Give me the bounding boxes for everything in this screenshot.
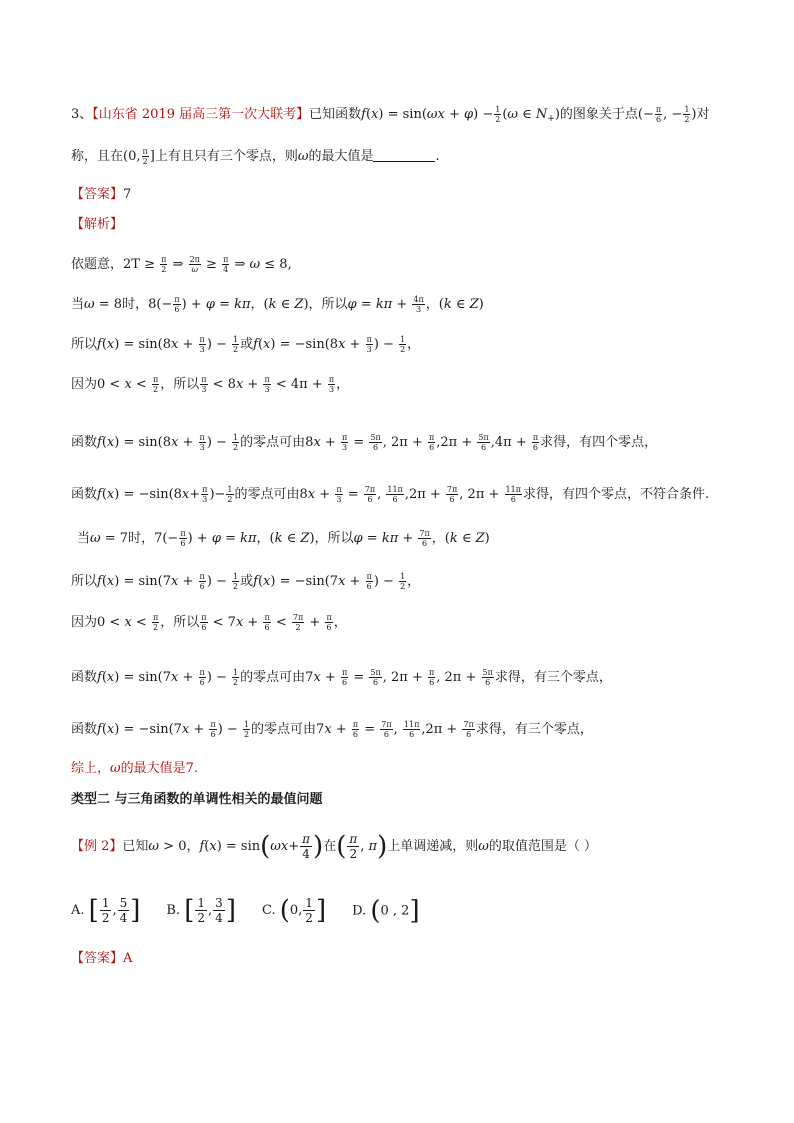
- option-c[interactable]: C. (0, $\frac{1}{2}$ ]: [261, 895, 327, 926]
- answer-3: 【答案】7: [71, 187, 132, 202]
- answer-example-2: 【答案】A: [71, 951, 133, 966]
- solution-line-11: 函数f(x) = −sin(7x + $\frac{\pi}{6}$ ) − $\frac{1}{2}$ 的零点可由7x + $\frac{\pi}{6}$ = $\frac{7\pi}{6}$ , $\frac{11\pi}{6}$ ,2π + $\frac{7\pi}{6}$ 求得，有三个零点，: [71, 720, 593, 739]
- solution-line-7: 当ω = 7时，7(− $\frac{\pi}{6}$ ) + φ = kπ，(k ∈ Z)，所以φ = kπ + $\frac{7\pi}{6}$ ，(k ∈ Z): [77, 529, 490, 548]
- option-d[interactable]: D. (0 , 2]: [352, 895, 420, 926]
- solution-line-2: 当ω = 8时，8(− $\frac{\pi}{6}$ ) + φ = kπ，(k ∈ Z)，所以φ = kπ + $\frac{4\pi}{3}$ ，(k ∈ Z): [71, 295, 484, 314]
- solution-line-6: 函数f(x) = −sin(8x+ $\frac{\pi}{3}$ )− $\frac{1}{2}$ 的零点可由8x + $\frac{\pi}{3}$ = $\frac{7\pi}{6}$ , $\frac{11\pi}{6}$ ,2π + $\frac{7\pi}{6}$ , 2π + $\frac{11\pi}{6}$ 求得，有四个零点，不符合条件.: [71, 485, 710, 504]
- problem-source: 【山东省 2019 届高三第一次大联考】: [92, 107, 310, 122]
- section-heading-type2: 类型二 与三角函数的单调性相关的最值问题: [71, 792, 323, 807]
- solution-line-4: 因为0 < x < $\frac{\pi}{2}$ ，所以 $\frac{\pi}{3}$ < 8x + $\frac{\pi}{3}$ < 4π + $\frac{\pi}{3}$ ，: [71, 375, 350, 394]
- solution-line-5: 函数f(x) = sin(8x + $\frac{\pi}{3}$ ) − $\frac{1}{2}$ 的零点可由8x + $\frac{\pi}{3}$ = $\frac{5\pi}{6}$ , 2π + $\frac{\pi}{6}$ ,2π + $\frac{5\pi}{6}$ ,4π + $\frac{\pi}{6}$ 求得，有四个零点，: [71, 433, 658, 452]
- example-2-options: [71, 896, 754, 925]
- problem-3-statement-line1: 3、【山东省 2019 届高三第一次大联考】已知函数f(x) = sin(ωx + φ) − $\frac{1}{2}$ (ω ∈ $N_+$)的图象关于点(− $\frac{\pi}{6}$ , − $\frac{1}{2}$ )对: [71, 105, 710, 124]
- option-b[interactable]: B. [ $\frac{1}{2}$ , $\frac{3}{4}$ ]: [166, 895, 236, 926]
- solution-line-9: 因为0 < x < $\frac{\pi}{2}$ ，所以 $\frac{\pi}{6}$ < 7x + $\frac{\pi}{6}$ < $\frac{7\pi}{2}$ + $\frac{\pi}{6}$ ，: [71, 613, 347, 632]
- answer-blank: [373, 147, 435, 162]
- analysis-label: 【解析】: [71, 217, 124, 232]
- solution-line-12: 综上，ω的最大值是7.: [71, 761, 199, 776]
- solution-line-8: 所以f(x) = sin(7x + $\frac{\pi}{6}$ ) − $\frac{1}{2}$ 或f(x) = −sin(7x + $\frac{\pi}{6}$ ) − $\frac{1}{2}$ ，: [71, 572, 421, 591]
- solution-line-10: 函数f(x) = sin(7x + $\frac{\pi}{6}$ ) − $\frac{1}{2}$ 的零点可由7x + $\frac{\pi}{6}$ = $\frac{5\pi}{6}$ , 2π + $\frac{\pi}{6}$ , 2π + $\frac{5\pi}{6}$ 求得，有三个零点，: [71, 668, 612, 687]
- problem-3-statement-line2: 称，且在(0, $\frac{\pi}{2}$ ]上有且只有三个零点，则ω的最大值是 .: [71, 147, 440, 166]
- option-a[interactable]: A. [ $\frac{1}{2}$ , $\frac{5}{4}$ ]: [71, 895, 141, 926]
- solution-line-1: 依题意，2T ≥ $\frac{\pi}{2}$ ⇒ $\frac{2\pi}{\omega}$ ≥ $\frac{\pi}{4}$ ⇒ ω ≤ 8,: [71, 255, 292, 274]
- solution-line-3: 所以f(x) = sin(8x + $\frac{\pi}{3}$ ) − $\frac{1}{2}$ 或f(x) = −sin(8x + $\frac{\pi}{3}$ ) − $\frac{1}{2}$ ，: [71, 335, 421, 354]
- example-2-statement: 【例 2】已知ω > 0，f(x) = sin(ωx+ $\frac{\pi}{4}$ )在( $\frac{\pi}{2}$ , π)上单调递减，则ω的取值范围是（ ）: [71, 831, 597, 862]
